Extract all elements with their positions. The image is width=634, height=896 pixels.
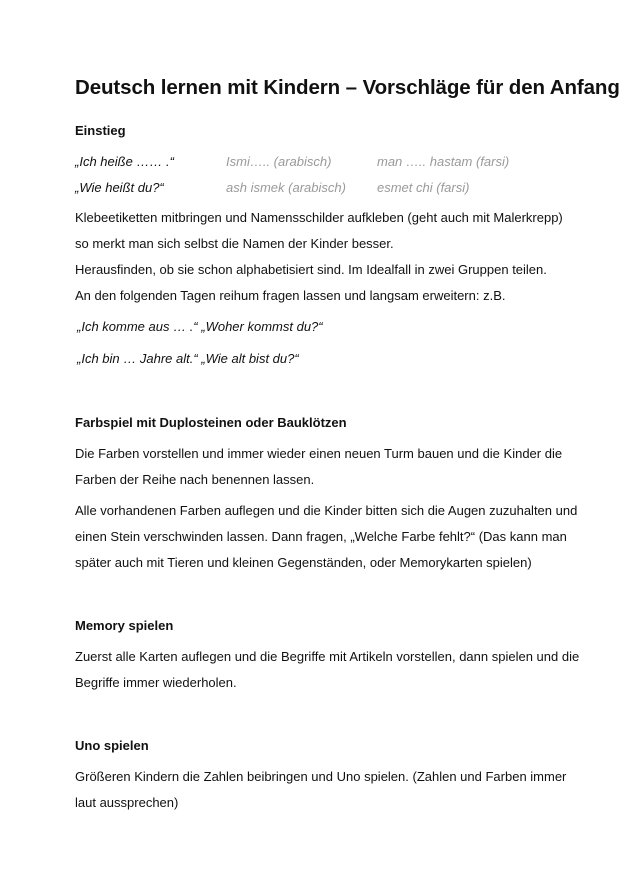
- phrase-arabic: Ismi….. (arabisch): [226, 154, 332, 169]
- paragraph-line: Klebeetiketten mitbringen und Namensschilder aufkleben (geht auch mit Malerkrepp): [75, 210, 563, 225]
- phrase-german: „Wie heißt du?“: [75, 180, 164, 195]
- paragraph-line: später auch mit Tieren und kleinen Gegenständen, oder Memorykarten spielen): [75, 555, 532, 570]
- example-phrase: „Ich komme aus … .“ „Woher kommst du?“: [77, 319, 323, 334]
- paragraph-line: laut aussprechen): [75, 795, 179, 810]
- phrase-row: [75, 180, 595, 196]
- heading-farbspiel: Farbspiel mit Duplosteinen oder Bauklötzen: [75, 415, 347, 430]
- heading-memory: Memory spielen: [75, 618, 174, 633]
- phrase-farsi: man ….. hastam (farsi): [377, 154, 510, 169]
- paragraph-line: so merkt man sich selbst die Namen der Kinder besser.: [75, 236, 394, 251]
- example-phrase: „Ich bin … Jahre alt.“ „Wie alt bist du?“: [77, 351, 299, 366]
- paragraph-line: Die Farben vorstellen und immer wieder einen neuen Turm bauen und die Kinder die: [75, 446, 563, 461]
- paragraph-line: An den folgenden Tagen reihum fragen lassen und langsam erweitern: z.B.: [75, 288, 506, 303]
- phrase-german: „Ich heiße …… .“: [75, 154, 174, 169]
- heading-uno: Uno spielen: [75, 738, 149, 753]
- paragraph-line: Farben der Reihe nach benennen lassen.: [75, 472, 315, 487]
- paragraph-line: Alle vorhandenen Farben auflegen und die Kinder bitten sich die Augen zuzuhalten und: [75, 503, 578, 518]
- paragraph-line: Größeren Kindern die Zahlen beibringen und Uno spielen. (Zahlen und Farben immer: [75, 769, 567, 784]
- paragraph-line: Herausfinden, ob sie schon alphabetisiert sind. Im Idealfall in zwei Gruppen teilen.: [75, 262, 547, 277]
- phrase-arabic: ash ismek (arabisch): [226, 180, 346, 195]
- document-title: Deutsch lernen mit Kindern – Vorschläge für den Anfang: [75, 76, 620, 99]
- paragraph-line: Zuerst alle Karten auflegen und die Begriffe mit Artikeln vorstellen, dann spielen und die: [75, 649, 580, 664]
- paragraph-line: Begriffe immer wiederholen.: [75, 675, 237, 690]
- phrase-row: [75, 154, 595, 170]
- paragraph-line: einen Stein verschwinden lassen. Dann fragen, „Welche Farbe fehlt?“ (Das kann man: [75, 529, 567, 544]
- heading-einstieg: Einstieg: [75, 123, 126, 138]
- phrase-farsi: esmet chi (farsi): [377, 180, 470, 195]
